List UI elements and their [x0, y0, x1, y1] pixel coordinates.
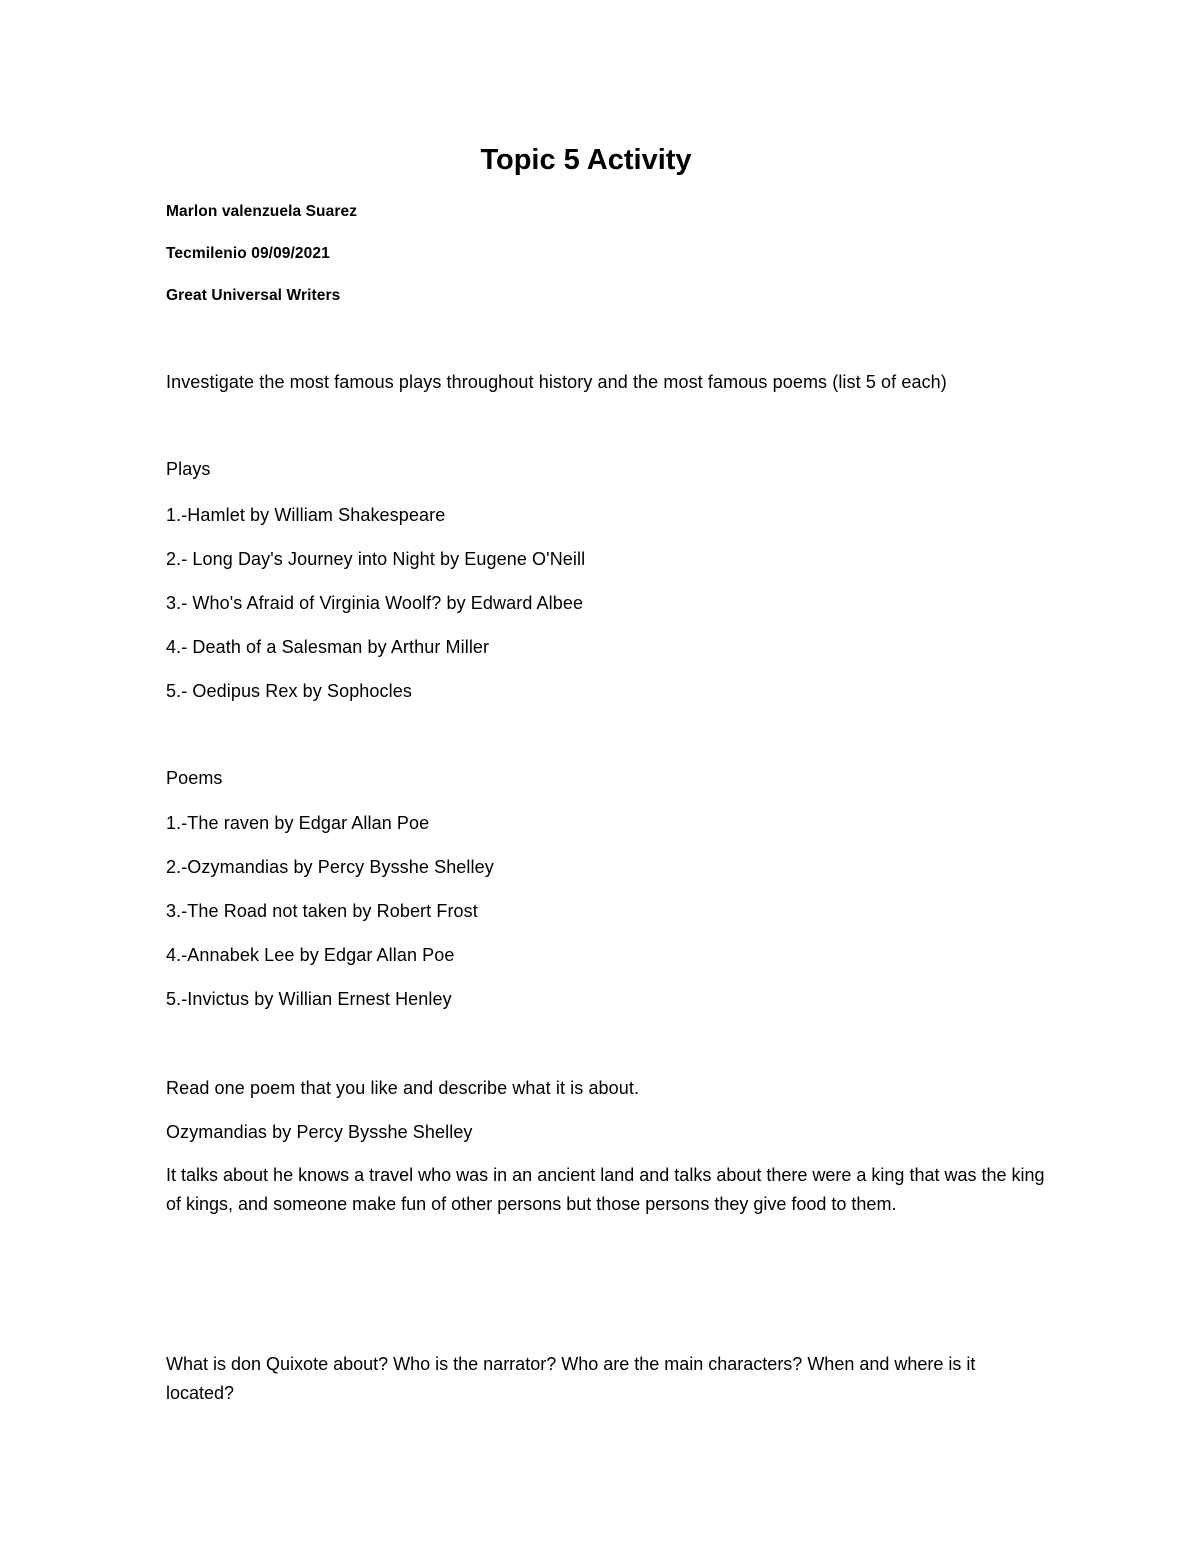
prompt-don-quixote: What is don Quixote about? Who is the narrator? Who are the main characters? When and where is it located?	[166, 1354, 976, 1403]
list-item: 4.-Annabek Lee by Edgar Allan Poe	[166, 945, 455, 965]
list-item: 2.-Ozymandias by Percy Bysshe Shelley	[166, 857, 494, 877]
list-item: 2.- Long Day's Journey into Night by Eugene O'Neill	[166, 549, 586, 569]
list-item: 5.- Oedipus Rex by Sophocles	[166, 681, 412, 701]
list-item: 3.- Who's Afraid of Virginia Woolf? by Edward Albee	[166, 593, 584, 613]
prompt-plays-poems: Investigate the most famous plays throughout history and the most famous poems (list 5 of each)	[166, 372, 947, 392]
poems-heading: Poems	[166, 768, 223, 788]
chosen-poem: Ozymandias by Percy Bysshe Shelley	[166, 1122, 473, 1142]
poem-description: It talks about he knows a travel who was in an ancient land and talks about there were a king that was the king of kings, and someone make fun of other persons but those persons they give food to them.	[166, 1165, 1045, 1214]
page-title: Topic 5 Activity	[480, 144, 692, 176]
list-item: 4.- Death of a Salesman by Arthur Miller	[166, 637, 490, 657]
institution-date: Tecmilenio 09/09/2021	[166, 245, 330, 262]
list-item: 5.-Invictus by Willian Ernest Henley	[166, 989, 452, 1009]
prompt-read-poem: Read one poem that you like and describe what it is about.	[166, 1078, 640, 1098]
list-item: 1.-Hamlet by William Shakespeare	[166, 505, 446, 525]
author-name: Marlon valenzuela Suarez	[166, 203, 358, 220]
list-item: 3.-The Road not taken by Robert Frost	[166, 901, 478, 921]
course-name: Great Universal Writers	[166, 287, 341, 304]
plays-heading: Plays	[166, 459, 211, 479]
list-item: 1.-The raven by Edgar Allan Poe	[166, 813, 430, 833]
